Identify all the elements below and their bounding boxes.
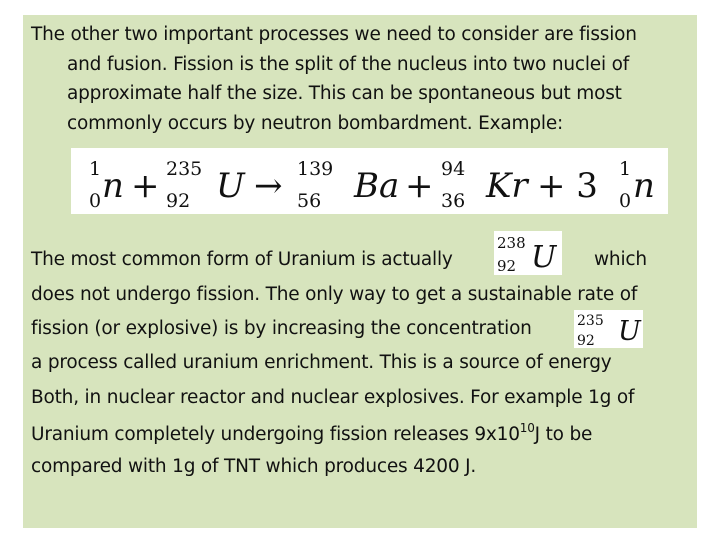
neutron-1-symbol: n bbox=[102, 166, 124, 206]
fission-equation bbox=[71, 148, 668, 214]
exponent: 10 bbox=[519, 421, 535, 435]
ba-atomic: 56 bbox=[297, 190, 322, 212]
u238-symbol: U bbox=[531, 240, 557, 275]
kr-atomic: 36 bbox=[441, 190, 466, 212]
neutron-1-atomic: 0 bbox=[89, 190, 102, 212]
body-line-5: Both, in nuclear reactor and nuclear explosives. For example 1g of bbox=[31, 387, 635, 408]
neutron-2-symbol: n bbox=[633, 166, 655, 206]
u238-mass: 238 bbox=[497, 234, 526, 252]
body-line-7: compared with 1g of TNT which produces 4200 J. bbox=[31, 456, 477, 477]
intro-line-1: The other two important processes we need to consider are fission bbox=[31, 24, 637, 45]
ba-mass: 139 bbox=[297, 158, 334, 180]
fission-equation-svg bbox=[71, 148, 668, 214]
body-line-6 bbox=[31, 421, 592, 445]
u235-mass: 235 bbox=[577, 313, 604, 329]
u235-atomic: 92 bbox=[166, 190, 191, 212]
body-line-4: a process called uranium enrichment. This is a source of energy bbox=[31, 352, 612, 373]
kr-symbol: Kr bbox=[486, 166, 528, 206]
neutron-2-atomic: 0 bbox=[619, 190, 632, 212]
u235-symbol: U bbox=[216, 166, 245, 206]
ba-symbol: Ba bbox=[354, 166, 400, 206]
plus-1: + bbox=[131, 166, 160, 206]
u238-svg bbox=[494, 231, 562, 275]
kr-mass: 94 bbox=[441, 158, 466, 180]
body-line-3: fission (or explosive) is by increasing the concentration bbox=[31, 318, 532, 339]
plus-2: + bbox=[405, 166, 434, 206]
neutron-1-mass: 1 bbox=[89, 158, 102, 180]
body-line-6-pre: Uranium completely undergoing fission releases 9x10 bbox=[31, 424, 520, 445]
reaction-arrow: → bbox=[254, 166, 283, 206]
u235-atomic: 92 bbox=[577, 333, 595, 348]
u235-notation bbox=[574, 310, 643, 348]
neutron-2-mass: 1 bbox=[619, 158, 632, 180]
intro-line-2: and fusion. Fission is the split of the nucleus into two nuclei of bbox=[67, 54, 630, 75]
body-line-1-start: The most common form of Uranium is actually bbox=[31, 249, 453, 270]
intro-line-4: commonly occurs by neutron bombardment. Example: bbox=[67, 113, 564, 134]
intro-line-3: approximate half the size. This can be spontaneous but most bbox=[67, 83, 622, 104]
u238-notation bbox=[494, 231, 562, 275]
plus-3: + 3 bbox=[537, 166, 598, 206]
body-line-6-post: J to be bbox=[534, 424, 593, 445]
body-line-1-end: which bbox=[594, 249, 647, 270]
u238-atomic: 92 bbox=[497, 257, 517, 275]
body-line-2: does not undergo fission. The only way to get a sustainable rate of bbox=[31, 284, 638, 305]
u235-mass: 235 bbox=[166, 158, 203, 180]
u235-symbol: U bbox=[618, 316, 641, 347]
u235-svg bbox=[574, 310, 643, 348]
